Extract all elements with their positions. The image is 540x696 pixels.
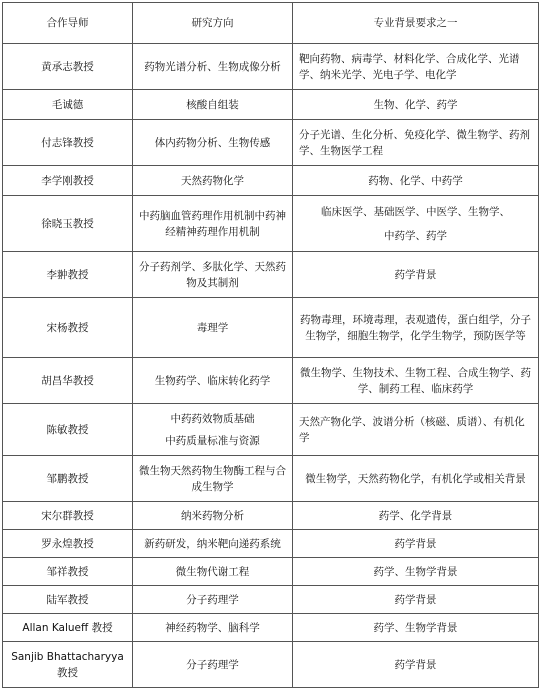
- table-row: [3, 90, 539, 120]
- research-direction-text: 微生物代谢工程: [175, 565, 250, 578]
- advisor-cell: 宋尔群教授: [3, 502, 133, 530]
- advisor-cell: 李翀教授: [3, 252, 133, 298]
- advisor-cell: Allan Kalueff 教授: [3, 614, 133, 642]
- background-requirement-cell: [293, 586, 539, 614]
- research-direction-text: 新药研发，纳米靶向递药系统: [144, 537, 281, 550]
- research-direction-cell: [133, 642, 293, 688]
- research-direction-text: 天然药物化学: [181, 174, 244, 187]
- background-requirement-text: 微生物学，天然药物化学，有机化学或相关背景: [305, 472, 526, 485]
- research-direction-cell: [133, 456, 293, 502]
- background-requirement-cell: [293, 44, 539, 90]
- background-requirement-cell: [293, 196, 539, 252]
- table-row: [3, 586, 539, 614]
- research-direction-text: 中药质量标准与资源: [165, 434, 260, 447]
- advisor-cell: 邹鹏教授: [3, 456, 133, 502]
- advisor-cell: 徐晓玉教授: [3, 196, 133, 252]
- table-row: [3, 404, 539, 456]
- background-requirement-text: 生物、化学、药学: [373, 98, 458, 111]
- background-requirement-cell: [293, 642, 539, 688]
- table-row: [3, 252, 539, 298]
- research-direction-text: 毒理学: [196, 321, 229, 334]
- advisor-table-container: [2, 2, 539, 688]
- research-direction-cell: [133, 120, 293, 166]
- advisor-cell: 黄承志教授: [3, 44, 133, 90]
- research-direction-text: 微生物天然药物生物酶工程与合成生物学: [139, 464, 286, 493]
- table-row: [3, 166, 539, 196]
- research-direction-cell: [133, 90, 293, 120]
- research-direction-text: 神经药物学、脑科学: [165, 621, 260, 634]
- advisor-cell: Sanjib Bhattacharyya教授: [3, 642, 133, 688]
- advisor-table: [2, 2, 539, 688]
- background-requirement-cell: [293, 502, 539, 530]
- research-direction-text: 分子药理学: [186, 593, 239, 606]
- research-direction-text: 药物光谱分析、生物成像分析: [144, 60, 281, 73]
- header-research-direction: 研究方向: [133, 3, 293, 44]
- table-row: [3, 120, 539, 166]
- background-requirement-text: 分子光谱、生化分析、免疫化学、微生物学、药剂学、生物医学工程: [299, 128, 530, 157]
- research-direction-text: 分子药理学: [186, 658, 239, 671]
- advisor-cell: 毛诚德: [3, 90, 133, 120]
- research-direction-cell: [133, 614, 293, 642]
- header-advisor: 合作导师: [3, 3, 133, 44]
- research-direction-text: 分子药剂学、多肽化学、天然药物及其制剂: [139, 260, 286, 289]
- research-direction-text: 生物药学、临床转化药学: [154, 374, 271, 387]
- advisor-cell: 胡昌华教授: [3, 358, 133, 404]
- research-direction-cell: [133, 586, 293, 614]
- research-direction-cell: [133, 530, 293, 558]
- background-requirement-text: 药学背景: [394, 537, 437, 550]
- research-direction-text: 中药脑血管药理作用机制中药神经精神药理作用机制: [139, 209, 286, 238]
- background-requirement-text: 药物毒理，环境毒理，表观遗传，蛋白组学，分子生物学，细胞生物学，化学生物学，预防医学等: [300, 313, 531, 342]
- table-row: [3, 558, 539, 586]
- background-requirement-text: 药学、化学背景: [378, 509, 453, 522]
- advisor-cell: 李学刚教授: [3, 166, 133, 196]
- table-header-row: [3, 3, 539, 44]
- background-requirement-text: 药学、生物学背景: [373, 565, 458, 578]
- background-requirement-cell: [293, 90, 539, 120]
- research-direction-cell: [133, 166, 293, 196]
- research-direction-cell: [133, 502, 293, 530]
- table-row: [3, 298, 539, 358]
- research-direction-cell: [133, 196, 293, 252]
- table-row: [3, 642, 539, 688]
- advisor-cell: 付志锋教授: [3, 120, 133, 166]
- background-requirement-cell: [293, 166, 539, 196]
- background-requirement-text: 药学背景: [394, 268, 437, 281]
- advisor-cell: 宋杨教授: [3, 298, 133, 358]
- table-row: [3, 358, 539, 404]
- background-requirement-text: 靶向药物、病毒学、材料化学、合成化学、光谱学、纳米光学、光电子学、电化学: [299, 52, 520, 81]
- table-row: [3, 502, 539, 530]
- research-direction-cell: [133, 298, 293, 358]
- background-requirement-text: 药物、化学、中药学: [368, 174, 463, 187]
- background-requirement-text: 药学背景: [394, 593, 437, 606]
- background-requirement-cell: [293, 558, 539, 586]
- background-requirement-cell: [293, 120, 539, 166]
- background-requirement-text: 中药学、药学: [384, 229, 447, 242]
- research-direction-text: 中药药效物质基础: [170, 412, 255, 425]
- research-direction-text: 体内药物分析、生物传感: [154, 136, 271, 149]
- background-requirement-text: 临床医学、基础医学、中医学、生物学、: [321, 205, 510, 218]
- background-requirement-cell: [293, 252, 539, 298]
- table-body: [3, 44, 539, 688]
- background-requirement-cell: [293, 298, 539, 358]
- research-direction-cell: [133, 358, 293, 404]
- advisor-cell: 罗永煌教授: [3, 530, 133, 558]
- table-row: [3, 456, 539, 502]
- table-row: [3, 196, 539, 252]
- background-requirement-text: 药学、生物学背景: [373, 621, 458, 634]
- background-requirement-cell: [293, 614, 539, 642]
- advisor-cell: 邹祥教授: [3, 558, 133, 586]
- background-requirement-cell: [293, 530, 539, 558]
- research-direction-cell: [133, 44, 293, 90]
- advisor-cell: 陈敏教授: [3, 404, 133, 456]
- background-requirement-cell: [293, 404, 539, 456]
- background-requirement-text: 微生物学、生物技术、生物工程、合成生物学、药学、制药工程、临床药学: [300, 366, 531, 395]
- research-direction-cell: [133, 404, 293, 456]
- background-requirement-text: 药学背景: [394, 658, 437, 671]
- background-requirement-text: 天然产物化学、波谱分析（核磁、质谱）、有机化学: [299, 415, 525, 444]
- table-row: [3, 44, 539, 90]
- research-direction-cell: [133, 252, 293, 298]
- background-requirement-cell: [293, 456, 539, 502]
- advisor-cell: 陆军教授: [3, 586, 133, 614]
- table-row: [3, 530, 539, 558]
- background-requirement-cell: [293, 358, 539, 404]
- research-direction-cell: [133, 558, 293, 586]
- research-direction-text: 核酸自组装: [186, 98, 239, 111]
- table-row: [3, 614, 539, 642]
- header-background-requirement: 专业背景要求之一: [293, 3, 539, 44]
- research-direction-text: 纳米药物分析: [181, 509, 244, 522]
